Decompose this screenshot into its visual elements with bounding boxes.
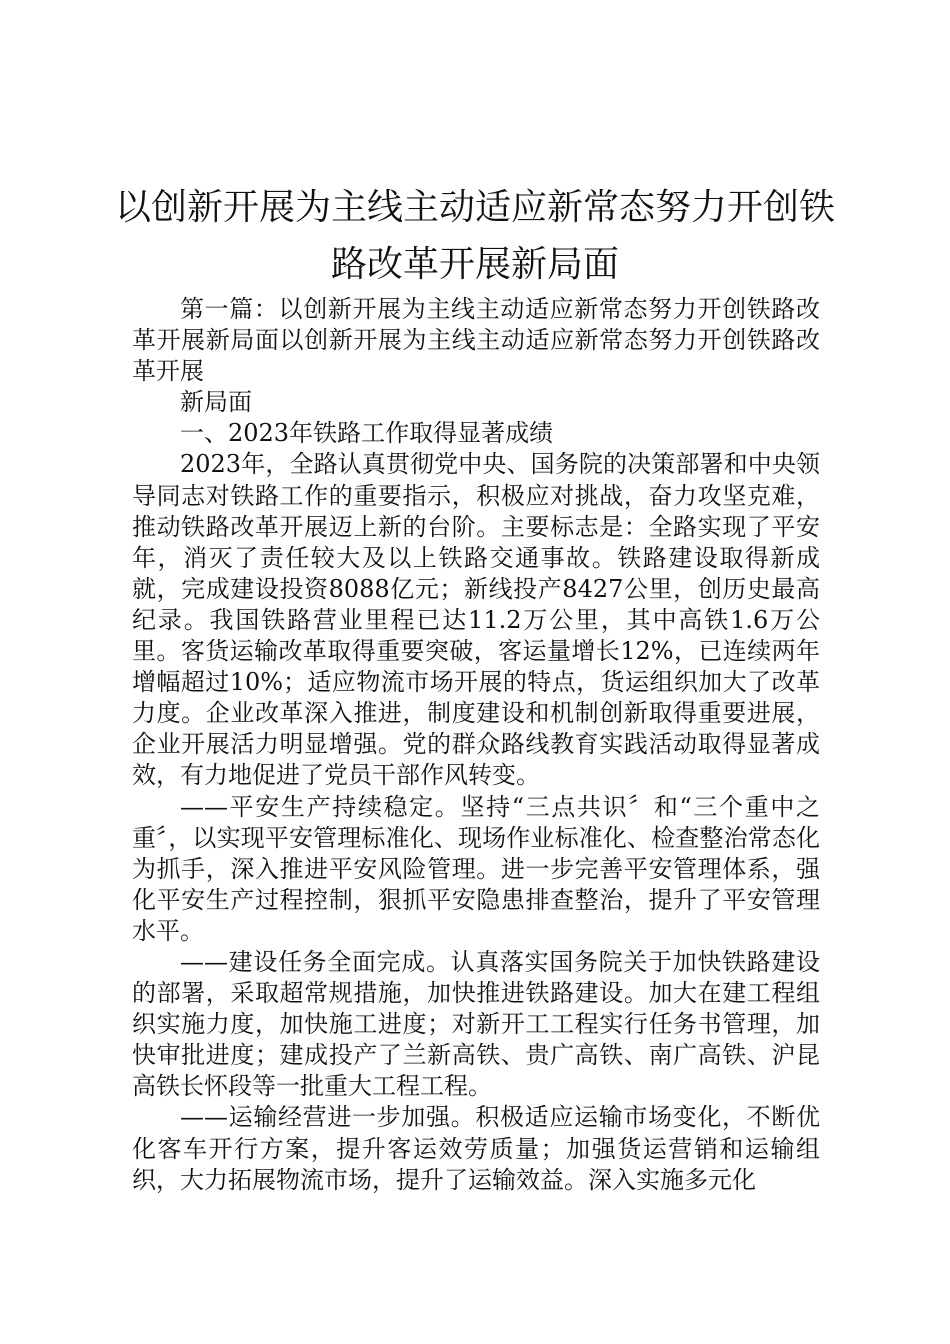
section-heading: 一、2023年铁路工作取得显著成绩 <box>180 419 554 448</box>
paragraph-construction: ——建设任务全面完成。认真落实国务院关于加快铁路建设的部署，采取超常规措施，加快推进铁路建设。加大在建工程组织实施力度，加快施工进度；对新开工工程实行任务书管理，加快审批进度；建成投产了兰新高铁、贵广高铁、南广高铁、沪昆高铁长怀段等一批重大工程工程。 <box>132 947 820 1101</box>
paragraph-summary: 2023年，全路认真贯彻党中央、国务院的决策部署和中央领导同志对铁路工作的重要指示，积极应对挑战，奋力攻坚克难，推动铁路改革开展迈上新的台阶。主要标志是：全路实现了平安年，消灭了责任较大及以上铁路交通事故。铁路建设取得新成就，完成建设投资8088亿元；新线投产8427公里，创历史最高纪录。我国铁路营业里程已达11.2万公里，其中高铁1.6万公里。客货运输改革取得重要突破，客运量增长12%，已连续两年增幅超过10%；适应物流市场开展的特点，货运组织加大了改革力度。企业改革深入推进，制度建设和机制创新取得重要进展，企业开展活力明显增强。党的群众路线教育实践活动取得显著成效，有力地促进了党员干部作风转变。 <box>132 450 820 790</box>
document-title-line-2: 路改革开展新局面 <box>330 244 619 285</box>
paragraph-operations: ——运输经营进一步加强。积极适应运输市场变化，不断优化客车开行方案，提升客运效劳质量；加强货运营销和运输组织，大力拓展物流市场，提升了运输效益。深入实施多元化 <box>132 1103 820 1194</box>
paragraph-safety: ——平安生产持续稳定。坚持“三点共识〞和“三个重中之重〞，以实现平安管理标准化、现场作业标准化、检查整治常态化为抓手，深入推进平安风险管理。进一步完善平安管理体系，强化平安生产过程控制，狠抓平安隐患排查整治，提升了平安管理水平。 <box>132 792 820 945</box>
paragraph-intro: 第一篇：以创新开展为主线主动适应新常态努力开创铁路改革开展新局面以创新开展为主线主动适应新常态努力开创铁路改革开展 <box>132 295 820 386</box>
document-title-line-1: 以创新开展为主线主动适应新常态努力开创铁 <box>114 187 835 228</box>
document-body <box>132 294 820 1196</box>
paragraph-subtitle: 新局面 <box>180 388 252 417</box>
